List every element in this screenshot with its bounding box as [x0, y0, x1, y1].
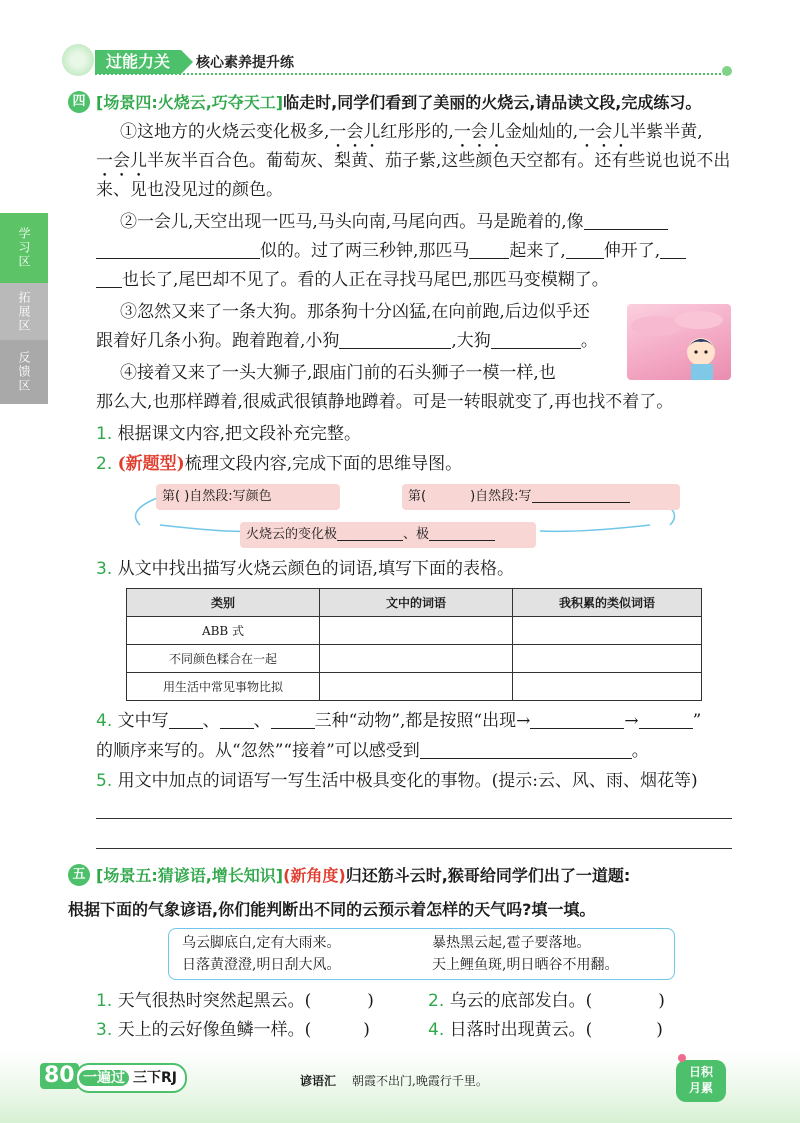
question-5: 5. 用文中加点的词语写一写生活中极具变化的事物。(提示:云、风、雨、烟花等) — [96, 771, 698, 791]
question-3: 3. 从文中找出描写火烧云颜色的词语,填写下面的表格。 — [96, 559, 515, 579]
flower-icon — [722, 66, 732, 76]
question-4-line-2: 的顺序来写的。从“忽然”“接着”可以感受到 。 — [96, 741, 649, 761]
paragraph-3-line-2: 跟着好几条小狗。跑着跑着,小狗 ,大狗 。 — [96, 331, 598, 351]
paragraph-1-line-2: 一会儿半灰半百合色。葡萄灰、梨黄、茄子紫,这些颜色天空都有。还有些说也说不出 — [96, 151, 731, 171]
fill-item-3: 3. 天上的云好像鱼鳞一样。( ) — [96, 1020, 370, 1040]
blank[interactable] — [339, 330, 451, 349]
dotted-word: 一会儿 — [96, 151, 147, 171]
section-4-title — [96, 90, 701, 113]
table-cell-input[interactable] — [513, 673, 702, 701]
question-1: 1. 根据课文内容,把文段补充完整。 — [96, 424, 362, 444]
blank[interactable] — [566, 240, 604, 259]
mindmap-node-center: 火烧云的变化极 、极 — [240, 522, 536, 548]
color-words-table — [126, 588, 702, 701]
paragraph-2-line-2: 似的。过了两三秒钟,那匹马 起来了, 伸开了, — [96, 237, 686, 266]
page-number: 80 — [40, 1063, 79, 1089]
footer-label: 谚语汇 — [300, 1074, 337, 1088]
header-tag: 过能力关 — [95, 50, 181, 74]
table-cell-input[interactable] — [320, 673, 513, 701]
question-4-line-1: 4. 文中写 、 、 三种“动物”,都是按照“出现→ → ” — [96, 711, 702, 731]
proverb: 暴热黑云起,雹子要落地。 — [432, 935, 591, 951]
paragraph-1-line-3: 来、见也没见过的颜色。 — [96, 180, 283, 200]
side-tab-study[interactable]: 学习区 — [0, 213, 48, 283]
table-header: 我积累的类似词语 — [513, 589, 702, 617]
blank[interactable] — [491, 330, 581, 349]
paragraph-2-line-3: 也长了,尾巴却不见了。看的人正在寻找马尾巴,那匹马变模糊了。 — [96, 266, 609, 295]
blank[interactable] — [429, 526, 495, 541]
header-subtitle: 核心素养提升练 — [196, 55, 294, 71]
paragraph-4-line-1: ④接着又来了一头大狮子,跟庙门前的石头狮子一模一样,也 — [120, 363, 556, 383]
table-row: ABB 式 — [127, 617, 702, 645]
mindmap-node-left: 第( )自然段:写颜色 — [156, 484, 340, 510]
paragraph-1-line-1: ①这地方的火烧云变化极多,一会儿红彤彤的,一会儿金灿灿的,一会儿半紫半黄, — [120, 122, 703, 142]
blank[interactable] — [220, 710, 254, 729]
dotted-word: 一会儿 — [329, 122, 381, 142]
table-cell-input[interactable] — [320, 617, 513, 645]
daily-accumulation-badge: 日积 月累 — [676, 1060, 726, 1102]
blank[interactable] — [530, 710, 624, 729]
dotted-word: 一会儿 — [578, 122, 630, 142]
blank[interactable] — [469, 240, 509, 259]
side-tab-expand[interactable]: 拓展区 — [0, 283, 48, 340]
fill-item-4: 4. 日落时出现黄云。( ) — [428, 1020, 663, 1040]
fill-item-2: 2. 乌云的底部发白。( ) — [428, 991, 665, 1011]
fill-item-1: 1. 天气很热时突然起黑云。( ) — [96, 991, 374, 1011]
section-5-title: [场景五:猜谚语,增长知识](新角度)归还筋斗云时,猴哥给同学们出了一道题: — [96, 866, 631, 885]
header-divider — [95, 73, 725, 75]
section-5-number: 五 — [68, 864, 90, 886]
book-brand: 一遍过 三下RJ — [75, 1063, 187, 1093]
dotted-word: 一会儿 — [453, 122, 505, 142]
fire-cloud-illustration — [627, 304, 731, 380]
section-4-number: 四 — [68, 91, 90, 113]
table-header: 文中的词语 — [320, 589, 513, 617]
blank[interactable] — [337, 526, 403, 541]
footer-proverb: 朝霞不出门,晚霞行千里。 — [352, 1074, 488, 1088]
section-4-scene: [场景四:火烧云,巧夺天工] — [96, 93, 284, 112]
section-4-intro: 临走时,同学们看到了美丽的火烧云,请品读文段,完成练习。 — [283, 93, 702, 112]
flower-icon — [678, 1054, 686, 1062]
section-5-intro: 根据下面的气象谚语,你们能判断出不同的云预示着怎样的天气吗?填一填。 — [68, 900, 596, 919]
blank[interactable] — [584, 211, 668, 230]
proverb: 天上鲤鱼斑,明日晒谷不用翻。 — [432, 957, 619, 973]
paragraph-4-line-2: 那么大,也那样蹲着,很威武很镇静地蹲着。可是一转眼就变了,再也找不着了。 — [96, 392, 674, 412]
blank[interactable] — [96, 240, 260, 259]
new-type-tag: (新题型) — [117, 454, 185, 474]
table-cell-input[interactable] — [513, 617, 702, 645]
table-cell-input[interactable] — [513, 645, 702, 673]
blank[interactable] — [639, 710, 693, 729]
header-logo — [62, 44, 94, 76]
side-tab-feedback[interactable]: 反馈区 — [0, 340, 48, 404]
table-header: 类别 — [127, 589, 320, 617]
new-angle-tag: (新角度) — [283, 866, 346, 885]
answer-line[interactable] — [96, 848, 732, 849]
blank[interactable] — [660, 240, 686, 259]
table-row: 不同颜色糅合在一起 — [127, 645, 702, 673]
blank[interactable] — [420, 740, 632, 759]
paragraph-3-line-1: ③忽然又来了一条大狗。那条狗十分凶猛,在向前跑,后边似乎还 — [120, 302, 590, 322]
proverb: 日落黄澄澄,明日刮大风。 — [182, 957, 341, 973]
table-row: 用生活中常见事物比拟 — [127, 673, 702, 701]
answer-line[interactable] — [96, 818, 732, 819]
question-2: 2. (新题型)梳理文段内容,完成下面的思维导图。 — [96, 454, 463, 474]
blank[interactable] — [271, 710, 315, 729]
proverb: 乌云脚底白,定有大雨来。 — [182, 935, 341, 951]
paragraph-2-line-1: ②一会儿,天空出现一匹马,马头向南,马尾向西。马是跪着的,像 — [120, 208, 668, 237]
table-cell-input[interactable] — [320, 645, 513, 673]
mindmap-node-right: 第( )自然段:写 — [402, 484, 680, 510]
blank[interactable] — [532, 488, 630, 503]
blank[interactable] — [96, 269, 122, 288]
blank[interactable] — [169, 710, 203, 729]
